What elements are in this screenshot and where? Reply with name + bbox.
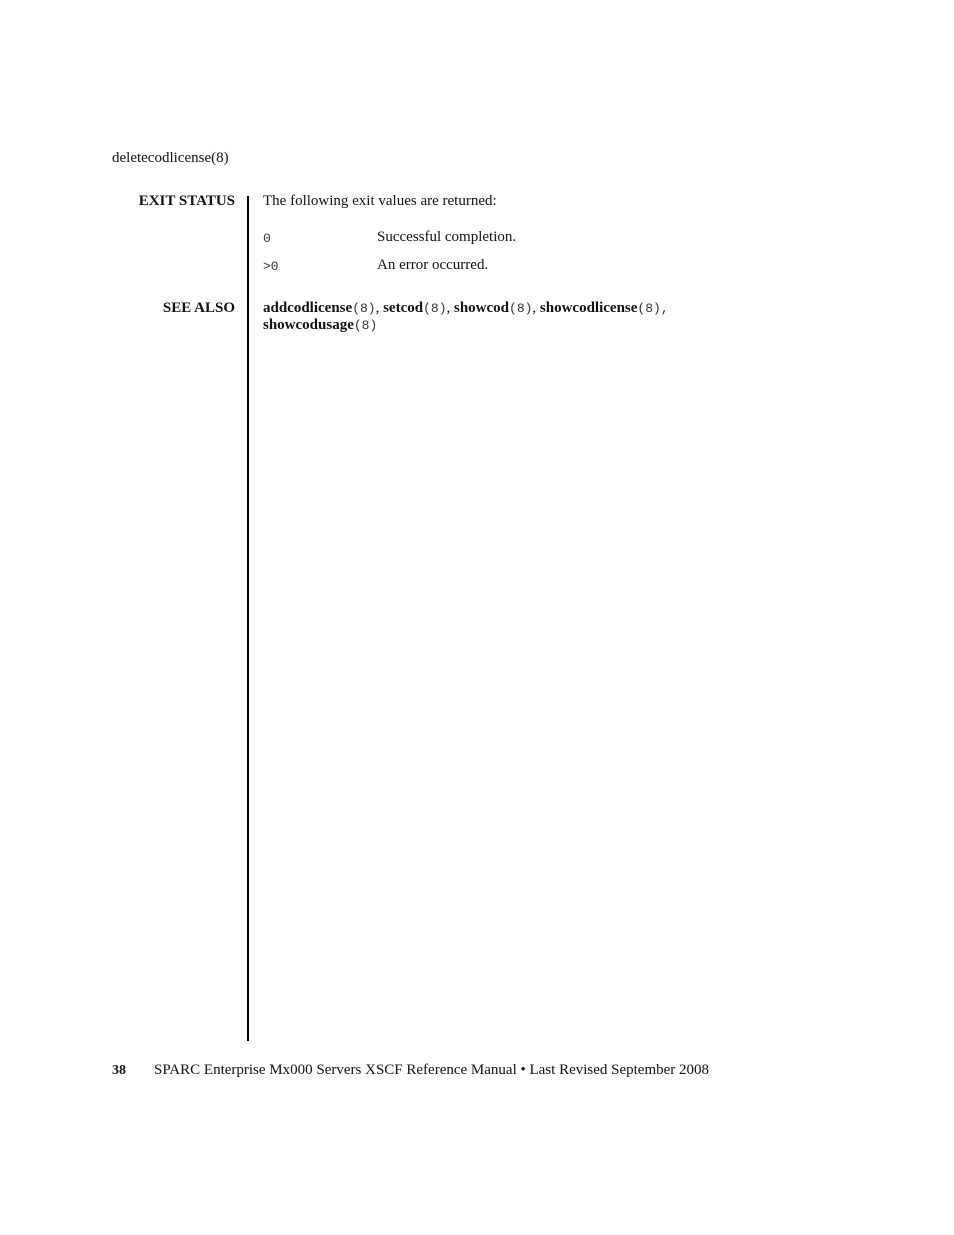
- exit-value-description: Successful completion.: [377, 229, 517, 245]
- see-also-line: [263, 317, 377, 334]
- see-also-ref-section: (8): [637, 301, 661, 316]
- footer-title: SPARC Enterprise Mx000 Servers XSCF Reference Manual • Last Revised September 2008: [154, 1062, 710, 1078]
- see-also-ref-name[interactable]: showcodusage: [263, 317, 354, 333]
- see-also-ref-name[interactable]: showcod: [454, 300, 510, 316]
- see-also-ref-section: (8): [423, 301, 447, 316]
- exit-value-code: >0: [263, 259, 279, 274]
- see-also-ref-section: (8): [352, 301, 376, 316]
- section-rule: [247, 196, 249, 1041]
- footer-page-number: 38: [112, 1063, 126, 1078]
- exit-value-code: 0: [263, 231, 271, 246]
- see-also-separator: ,: [660, 301, 669, 316]
- see-also-ref-name[interactable]: showcodlicense: [539, 300, 638, 316]
- see-also-line: [263, 300, 669, 317]
- see-also-heading: SEE ALSO: [162, 300, 235, 316]
- exit-value-description: An error occurred.: [377, 257, 489, 273]
- exit-status-heading: EXIT STATUS: [138, 193, 235, 209]
- exit-status-intro: The following exit values are returned:: [263, 193, 497, 209]
- see-also-separator: ,: [532, 300, 540, 316]
- see-also-separator: ,: [375, 300, 384, 316]
- see-also-ref-name[interactable]: addcodlicense: [263, 300, 353, 316]
- running-header: deletecodlicense(8): [112, 150, 229, 166]
- see-also-ref-section: (8): [353, 318, 378, 333]
- see-also-separator: ,: [446, 300, 454, 316]
- see-also-ref-section: (8): [509, 301, 533, 316]
- see-also-ref-name[interactable]: setcod: [383, 300, 424, 316]
